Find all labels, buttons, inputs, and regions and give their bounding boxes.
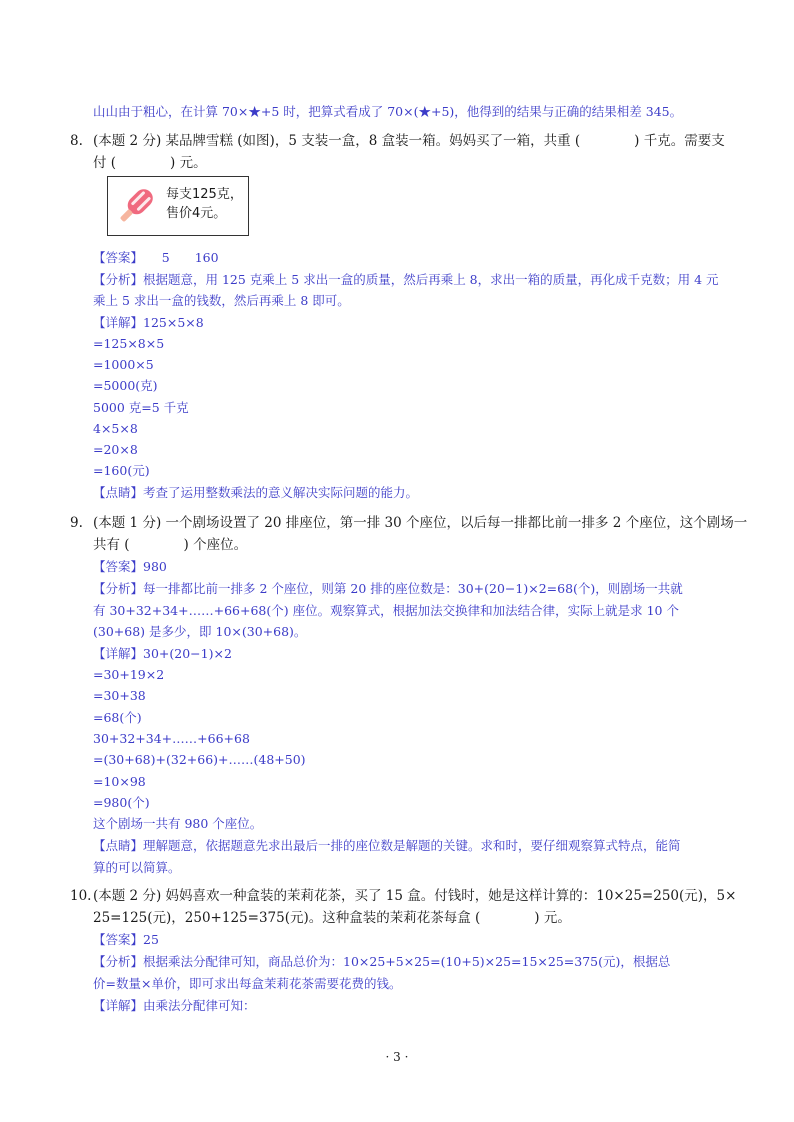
question-text-line-1: (本题 2 分) 妈妈喜欢一种盒装的茉莉花茶，买了 15 盒。付钱时，她是这样计算的：10×25=250(元)，5×	[93, 888, 737, 904]
detail-line: 【详解】125×5×8	[93, 315, 204, 330]
detail-line: =980(个)	[93, 795, 150, 810]
question-text-line-1: (本题 1 分) 一个剧场设置了 20 排座位，第一排 30 个座位，以后每一排都比前一排多 2 个座位，这个剧场一	[93, 515, 748, 531]
answer-line: 【答案】25	[93, 932, 159, 947]
popsicle-weight-text: 每支125克，	[166, 187, 243, 202]
detail-line: 30+32+34+……+66+68	[93, 731, 250, 746]
analysis-line-1: 【分析】根据乘法分配律可知，商品总价为：10×25+5×25=(10+5)×25=15×25=375(元)，根据总	[93, 954, 671, 969]
popsicle-icon	[114, 184, 158, 228]
detail-line: =30+19×2	[93, 667, 165, 682]
detail-line: 【详解】30+(20−1)×2	[93, 646, 232, 661]
popsicle-image	[107, 176, 249, 236]
comment-line-2: 算的可以简算。	[93, 860, 181, 875]
detail-line: 这个剧场一共有 980 个座位。	[93, 816, 263, 831]
question-text-line-1: (本题 2 分) 某品牌雪糕 (如图)，5 支装一盒，8 盒装一箱。妈妈买了一箱，共重 ( ) 千克。需要支	[93, 133, 725, 149]
detail-line: 5000 克=5 千克	[93, 400, 189, 415]
intro-line: 山山由于粗心，在计算 70×★+5 时，把算式看成了 70×(★+5)，他得到的结果与正确的结果相差 345。	[93, 104, 683, 119]
comment-line-1: 【点睛】理解题意，依据题意先求出最后一排的座位数是解题的关键。求和时，要仔细观察算式特点，能简	[93, 838, 681, 853]
question-text-line-2: 共有 ( ) 个座位。	[93, 537, 248, 553]
detail-line: =10×98	[93, 774, 146, 789]
analysis-line-1: 【分析】根据题意，用 125 克乘上 5 求出一盒的质量，然后再乘上 8，求出一箱的质量，再化成千克数；用 4 元	[93, 272, 719, 287]
detail-line: 4×5×8	[93, 421, 138, 436]
question-text-line-2: 25=125(元)，250+125=375(元)。这种盒装的茉莉花茶每盒 ( ) 元。	[93, 910, 571, 926]
detail-line: =125×8×5	[93, 336, 165, 351]
question-number: 8.	[70, 133, 83, 149]
analysis-line-2: 有 30+32+34+……+66+68(个) 座位。观察算式，根据加法交换律和加法结合律，实际上就是求 10 个	[93, 603, 679, 618]
answer-line: 【答案】 5 160	[93, 250, 219, 265]
detail-line: =30+38	[93, 688, 146, 703]
detail-line: =160(元)	[93, 463, 150, 478]
comment-line: 【点睛】考查了运用整数乘法的意义解决实际问题的能力。	[93, 485, 419, 500]
analysis-line-1: 【分析】每一排都比前一排多 2 个座位，则第 20 排的座位数是：30+(20−1)×2=68(个)，则剧场一共就	[93, 581, 683, 596]
detail-line: =1000×5	[93, 357, 154, 372]
popsicle-price-text: 售价4元。	[166, 206, 227, 221]
analysis-line-2: 乘上 5 求出一盒的钱数，然后再乘上 8 即可。	[93, 293, 350, 308]
analysis-line-3: (30+68) 是多少，即 10×(30+68)。	[93, 624, 307, 639]
question-number: 10.	[70, 888, 92, 904]
analysis-line-2: 价=数量×单价，即可求出每盒茉莉花茶需要花费的钱。	[93, 976, 402, 991]
detail-line: =(30+68)+(32+66)+……(48+50)	[93, 752, 306, 767]
detail-line: 【详解】由乘法分配律可知：	[93, 998, 256, 1013]
detail-line: =20×8	[93, 442, 138, 457]
question-text-line-2: 付 ( ) 元。	[93, 155, 207, 171]
page-number: · 3 ·	[385, 1050, 409, 1064]
question-number: 9.	[70, 515, 83, 531]
answer-line: 【答案】980	[93, 559, 167, 574]
detail-line: =68(个)	[93, 710, 142, 725]
detail-line: =5000(克)	[93, 378, 158, 393]
